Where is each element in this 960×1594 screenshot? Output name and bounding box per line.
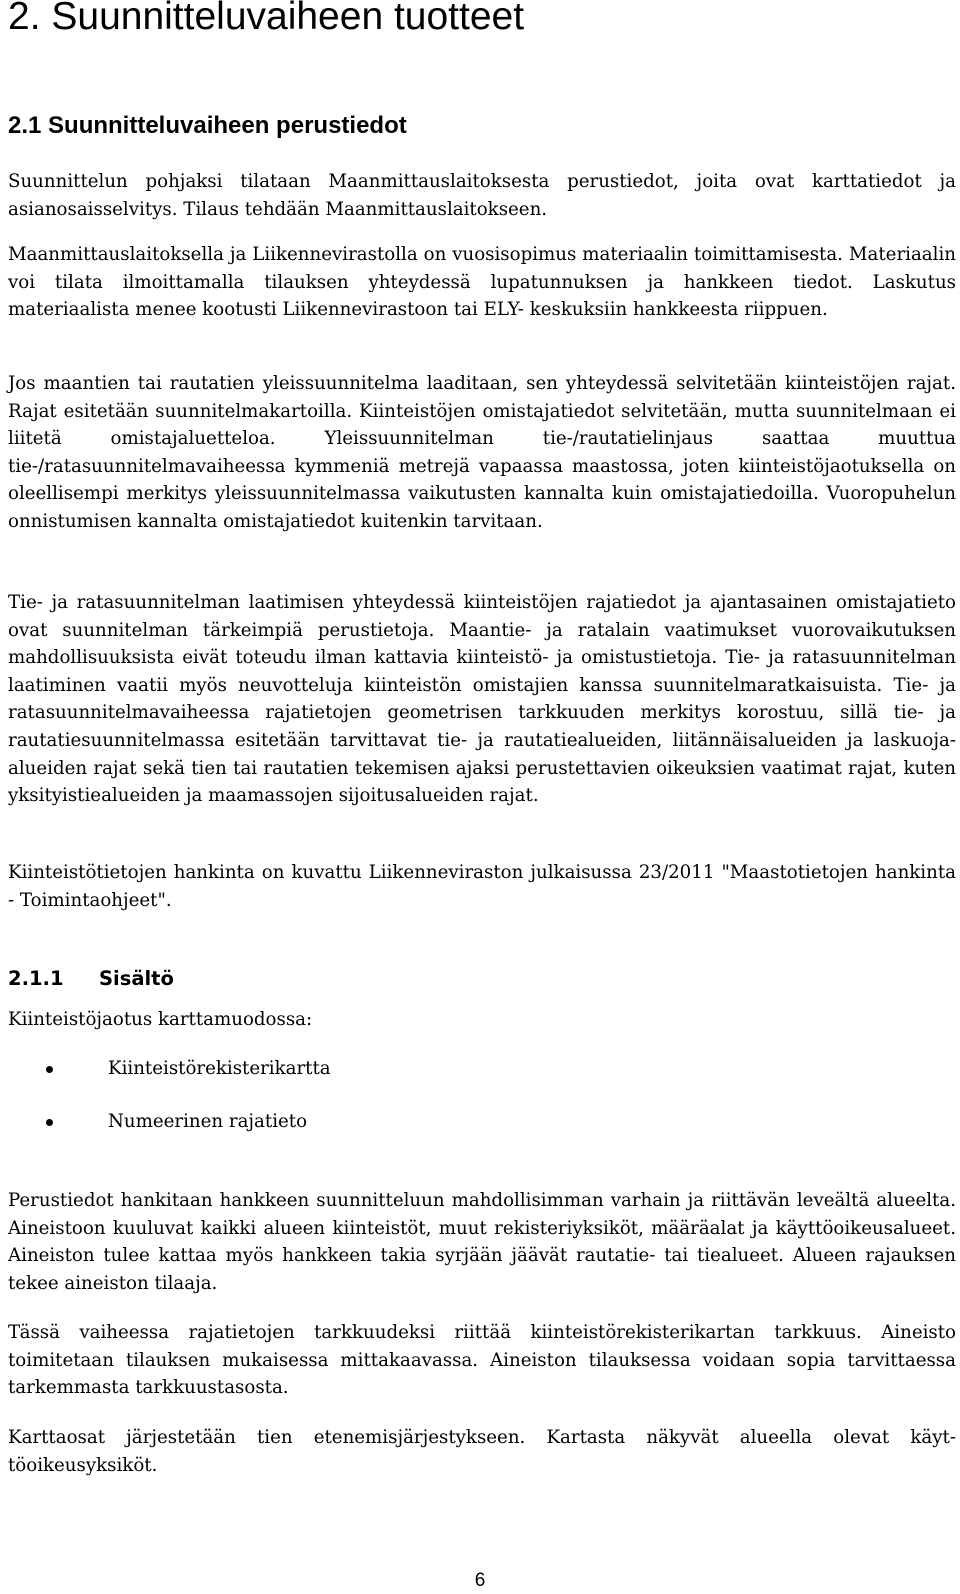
paragraph-5: Kiinteistötietojen hankinta on kuvattu Liikenneviraston julkaisussa 23/2011 "Maastotietojen hankinta - Toimintaohjeet". xyxy=(8,862,956,911)
paragraph-1: Suunnittelun pohjaksi tilataan Maanmittauslaitoksesta perustiedot, joita ovat karttatiedot ja asianosaisselvitys. Tilaus tehdään Maanmittauslaitokseen. xyxy=(8,171,956,220)
bullet-icon xyxy=(46,1066,53,1073)
list-item xyxy=(8,1108,908,1161)
bullet-list xyxy=(8,1055,908,1161)
list-item-text: Kiinteistörekisterikartta xyxy=(108,1058,331,1079)
paragraph-8: Karttaosat järjestetään tien etenemisjärjestykseen. Kartasta näkyvät alueella olevat käyttöoikeusyksiköt. xyxy=(8,1427,956,1476)
paragraph-3: Jos maantien tai rautatien yleissuunnitelma laaditaan, sen yhteydessä selvitetään kiinteistöjen rajat. Rajat esitetään suunnitelmakartoilla. Kiinteistöjen omistajatiedot selvitetään, mutta suunnitelmaan ei liitetä omistajaluetteloa. Yleissuunnitelman tie-/rautatielinjaus saattaa muuttua tie-/ratasuunnitelmavaiheessa kymmeniä metrejä vapaassa maastossa, joten kiinteistöjaotuksella on oleellisempi merkitys yleissuunnitelmassa vaikutusten kannalta kuin omistajatiedoilla. Vuoropuhelun onnistumisen kannalta omistajatiedot kuitenkin tarvitaan. xyxy=(8,373,956,532)
page-heading: 2. Suunnitteluvaiheen tuotteet xyxy=(8,0,525,38)
bullet-icon xyxy=(46,1119,53,1126)
page-number: 6 xyxy=(474,1570,486,1591)
paragraph-2: Maanmittauslaitoksella ja Liikennevirastolla on vuosisopimus materiaalin toimittamisesta. Materiaalin voi tilata ilmoittamalla tilauksen yhteydessä lupatunnuksen ja hankkeen tiedot. Laskutus materiaalista menee kootusti Liikennevirastoon tai ELY- keskuksiin hankkeesta riippuen. xyxy=(8,244,956,321)
paragraph-7: Tässä vaiheessa rajatietojen tarkkuudeksi riittää kiinteistörekisterikartan tarkkuus. Aineisto toimitetaan tilauksen mukaisessa mittakaavassa. Aineiston tilauksessa voidaan sopia tarvittaessa tarkemmasta tarkkuustasosta. xyxy=(8,1322,956,1399)
paragraph-6: Perustiedot hankitaan hankkeen suunnitteluun mahdollisimman varhain ja riittävän leveältä alueelta. Aineistoon kuuluvat kaikki alueen kiinteistöt, muut rekisteriyksiköt, määräalat ja käyttöoikeusalueet. Aineiston tulee kattaa myös hankkeen takia syrjään jäävät rautatie- tai tiealueet. Alueen rajauksen tekee aineiston tilaaja. xyxy=(8,1190,956,1294)
list-item-text: Numeerinen rajatieto xyxy=(108,1111,308,1132)
subsection-title: Sisältö xyxy=(99,967,174,990)
subsection-number: 2.1.1 xyxy=(8,967,64,990)
list-item xyxy=(8,1055,908,1108)
section-heading: 2.1 Suunnitteluvaiheen perustiedot xyxy=(8,112,407,139)
paragraph-4: Tie- ja ratasuunnitelman laatimisen yhteydessä kiinteistöjen rajatiedot ja ajantasainen omistajatieto ovat suunnitelman tärkeimpiä perustietoja. Maantie- ja ratalain vaatimukset vuorovaikutuksen mahdollisuuksista eivät toteudu ilman kattavia kiinteistö- ja omistustietoja. Tie- ja ratasuunnitelman laatiminen vaatii myös neuvotteluja kiinteistön omistajien kanssa suunnitelmaratkaisuista. Tie- ja ratasuunnitelmavaiheessa rajatietojen geometrisen tarkkuuden merkitys korostuu, sillä tie- ja rautatiesuunnitelmassa esitetään tarvittavat tie- ja rautatiealueiden, liitännäisalueiden ja laskuoja-alueiden rajat sekä tien tai rautatien tekemisen ajaksi perustettavien oikeuksien vaatimat rajat, kuten yksityistiealueiden ja maamassojen sijoitusalueiden rajat. xyxy=(8,592,956,807)
list-intro: Kiinteistöjaotus karttamuodossa: xyxy=(8,1009,313,1030)
subsection-heading xyxy=(8,965,956,993)
